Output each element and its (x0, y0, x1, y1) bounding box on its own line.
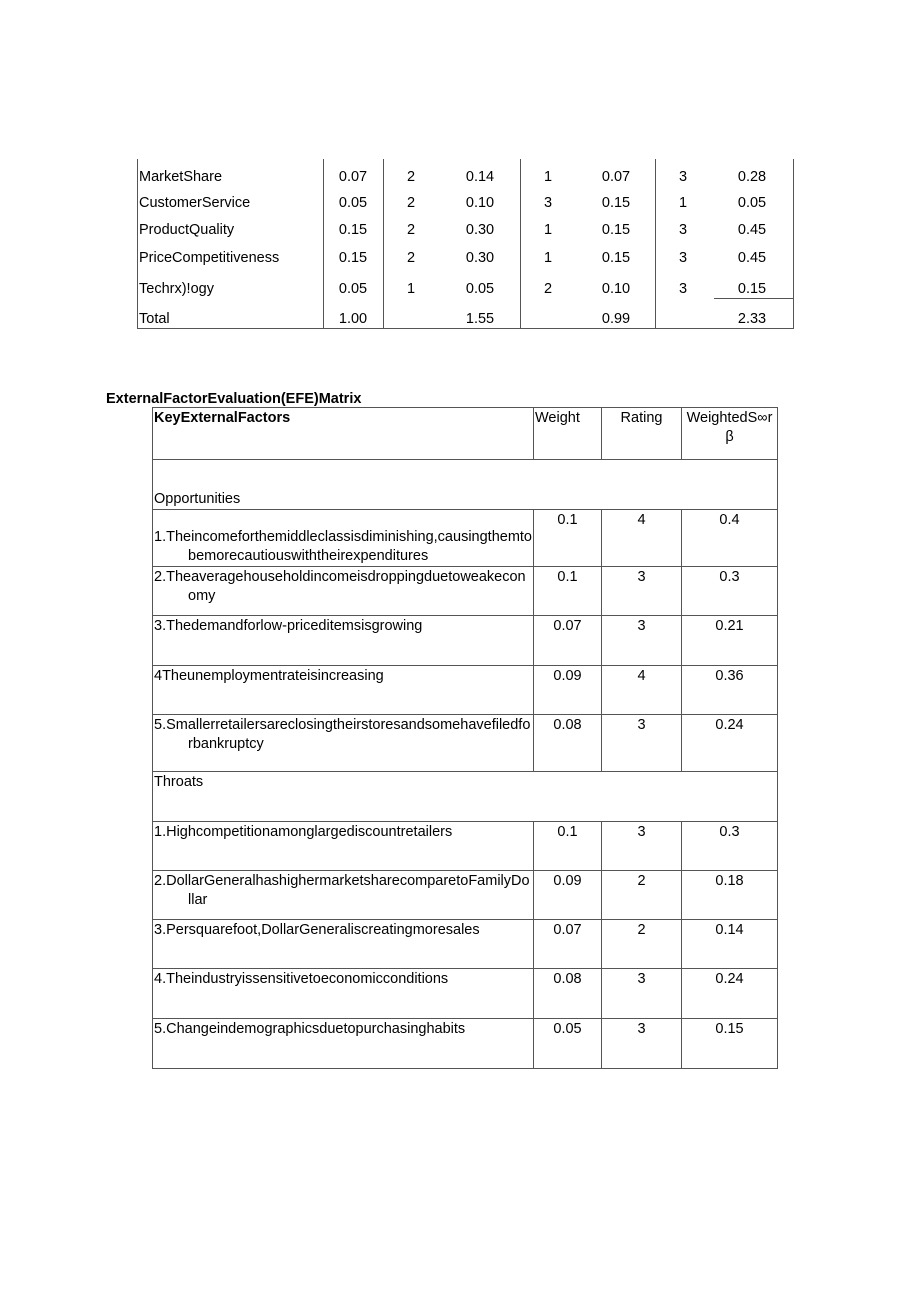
cpm-cell: 0.07 (338, 169, 368, 185)
header-key-factors: KeyExternalFactors (153, 408, 534, 460)
cpm-cell: 1 (543, 169, 553, 185)
score-value: 0.3 (682, 567, 778, 616)
section-row-threats (153, 772, 778, 822)
header-weighted-score: WeightedS∞r β (682, 408, 778, 460)
cpm-row-label: MarketShare (139, 169, 223, 185)
weight-value: 0.09 (534, 666, 602, 715)
table-row (153, 822, 778, 871)
cpm-total-cell: 2.33 (737, 311, 767, 327)
cpm-cell: 3 (543, 195, 553, 211)
table-row (153, 871, 778, 920)
factor-text: 4.Theindustryissensitivetoeconomicconditions (153, 969, 534, 1019)
cpm-score-underline (714, 298, 793, 299)
cpm-cell: 0.15 (601, 250, 631, 266)
table-row (153, 510, 778, 567)
cpm-row-label: Techrx)!ogy (139, 281, 214, 297)
factor-text: 5.Smallerretailersareclosingtheirstoresandsomehavefiledforbankruptcy (153, 715, 534, 772)
section-label-threats: Throats (153, 772, 778, 822)
weight-value: 0.08 (534, 969, 602, 1019)
cpm-cell: 0.07 (601, 169, 631, 185)
cpm-cell: 2 (406, 250, 416, 266)
cpm-cell: 2 (406, 169, 416, 185)
weight-value: 0.1 (534, 510, 602, 567)
rating-value: 4 (602, 510, 682, 567)
cpm-row-label: PriceCompetitiveness (139, 250, 280, 266)
header-rating: Rating (602, 408, 682, 460)
cpm-cell: 2 (543, 281, 553, 297)
cpm-cell: 0.15 (737, 281, 767, 297)
rating-value: 2 (602, 920, 682, 969)
factor-text: 2.DollarGeneralhashighermarketsharecomparetoFamilyDollar (153, 871, 534, 920)
table-row (153, 666, 778, 715)
cpm-cell: 3 (678, 222, 688, 238)
cpm-total-label: Total (139, 311, 170, 327)
cpm-cell: 1 (543, 250, 553, 266)
cpm-cell: 1 (543, 222, 553, 238)
cpm-total-cell: 1.55 (465, 311, 495, 327)
score-value: 0.4 (682, 510, 778, 567)
cpm-right-border (793, 159, 794, 329)
cpm-bottom-border (137, 328, 794, 329)
weight-value: 0.1 (534, 567, 602, 616)
factor-text: 1.Theincomeforthemiddleclassisdiminishing,causingthemtobemorecautiouswiththeirexpenditures (153, 510, 534, 567)
score-value: 0.24 (682, 969, 778, 1019)
cpm-cell: 0.10 (601, 281, 631, 297)
cpm-table-fragment (137, 159, 794, 329)
rating-value: 3 (602, 822, 682, 871)
cpm-total-cell: 1.00 (338, 311, 368, 327)
score-value: 0.18 (682, 871, 778, 920)
factor-text: 3.Thedemandforlow-priceditemsisgrowing (153, 616, 534, 666)
cpm-cell: 0.28 (737, 169, 767, 185)
cpm-row-label: ProductQuality (139, 222, 235, 238)
factor-text: 3.Persquarefoot,DollarGeneraliscreatingmoresales (153, 920, 534, 969)
table-row (153, 715, 778, 772)
section-label-opportunities: Opportunities (153, 460, 778, 510)
cpm-cell: 0.05 (737, 195, 767, 211)
cpm-cell: 2 (406, 222, 416, 238)
rating-value: 3 (602, 567, 682, 616)
table-row (153, 616, 778, 666)
cpm-left-border (137, 159, 138, 329)
cpm-cell: 0.30 (465, 250, 495, 266)
weight-value: 0.09 (534, 871, 602, 920)
cpm-cell: 0.30 (465, 222, 495, 238)
cpm-cell: 0.45 (737, 250, 767, 266)
cpm-cell: 3 (678, 281, 688, 297)
efe-header-row (153, 408, 778, 460)
cpm-cell: 0.05 (338, 281, 368, 297)
cpm-cell: 2 (406, 195, 416, 211)
factor-text: 2.Theaveragehouseholdincomeisdroppingduetoweakeconomy (153, 567, 534, 616)
cpm-cell: 1 (678, 195, 688, 211)
weight-value: 0.08 (534, 715, 602, 772)
efe-table (152, 407, 778, 1069)
factor-text: 1.Highcompetitionamonglargediscountretailers (153, 822, 534, 871)
cpm-cell: 3 (678, 169, 688, 185)
cpm-cell: 0.15 (338, 222, 368, 238)
rating-value: 3 (602, 715, 682, 772)
weight-value: 0.07 (534, 616, 602, 666)
cpm-cell: 0.15 (601, 222, 631, 238)
score-value: 0.36 (682, 666, 778, 715)
rating-value: 4 (602, 666, 682, 715)
cpm-cell: 0.15 (338, 250, 368, 266)
cpm-cell: 0.14 (465, 169, 495, 185)
cpm-cell: 1 (406, 281, 416, 297)
weight-value: 0.1 (534, 822, 602, 871)
score-value: 0.21 (682, 616, 778, 666)
table-row (153, 567, 778, 616)
weight-value: 0.05 (534, 1019, 602, 1069)
table-row (153, 969, 778, 1019)
cpm-cell: 0.45 (737, 222, 767, 238)
rating-value: 2 (602, 871, 682, 920)
score-value: 0.3 (682, 822, 778, 871)
efe-title: ExternalFactorEvaluation(EFE)Matrix (106, 391, 362, 407)
header-weight: Weight (534, 408, 602, 460)
cpm-total-cell: 0.99 (601, 311, 631, 327)
score-value: 0.15 (682, 1019, 778, 1069)
score-value: 0.14 (682, 920, 778, 969)
cpm-row-label: CustomerService (139, 195, 251, 211)
score-value: 0.24 (682, 715, 778, 772)
cpm-cell: 3 (678, 250, 688, 266)
factor-text: 5.Changeindemographicsduetopurchasinghabits (153, 1019, 534, 1069)
cpm-cell: 0.05 (465, 281, 495, 297)
rating-value: 3 (602, 616, 682, 666)
table-row (153, 1019, 778, 1069)
factor-text: 4Theunemploymentrateisincreasing (153, 666, 534, 715)
section-row-opportunities (153, 460, 778, 510)
cpm-cell: 0.15 (601, 195, 631, 211)
table-row (153, 920, 778, 969)
cpm-cell: 0.05 (338, 195, 368, 211)
rating-value: 3 (602, 1019, 682, 1069)
cpm-cell: 0.10 (465, 195, 495, 211)
rating-value: 3 (602, 969, 682, 1019)
weight-value: 0.07 (534, 920, 602, 969)
